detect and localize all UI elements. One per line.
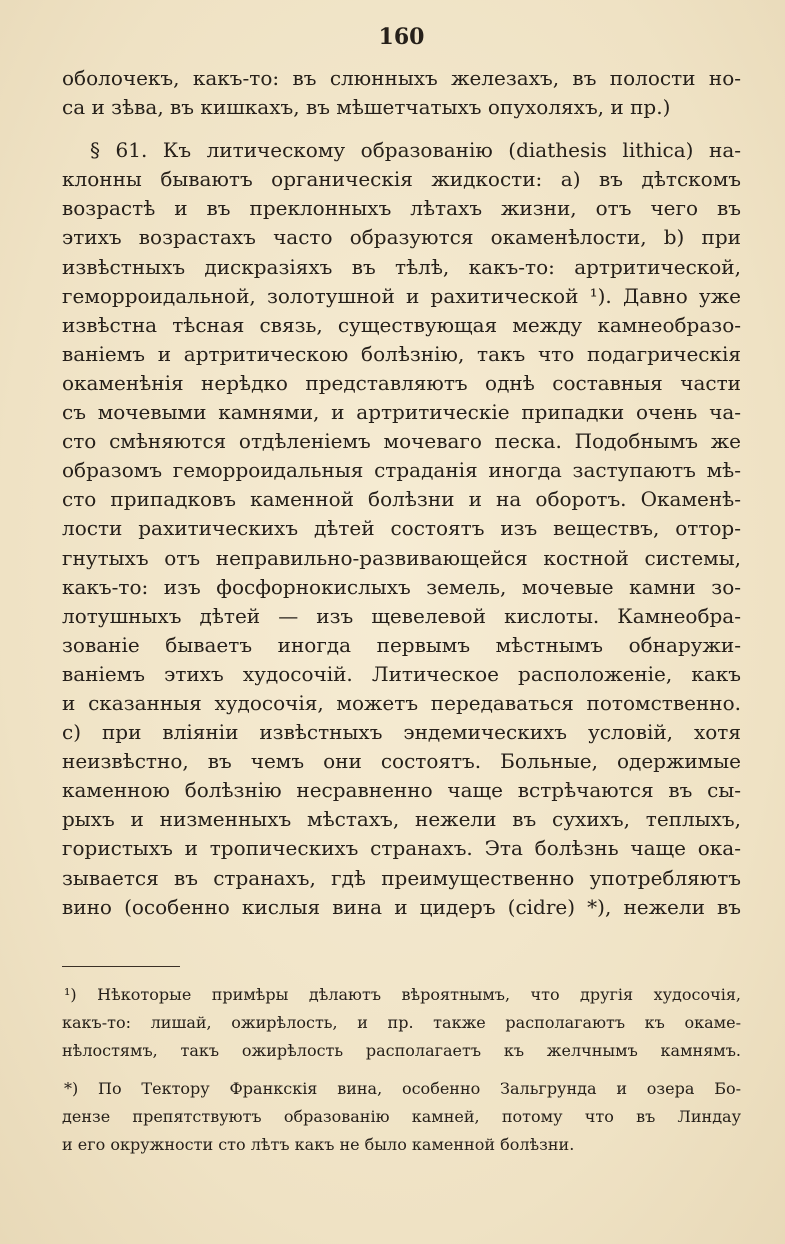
text-line: съ мочевыми камнями, и артритическіе припадки очень ча- xyxy=(62,400,741,425)
text-line: § 61. Къ литическому образованію (diathesis lithica) на- xyxy=(90,138,741,163)
text-line: рыхъ и низменныхъ мѣстахъ, нежели въ сухихъ, теплыхъ, xyxy=(62,807,741,832)
text-line: лотушныхъ дѣтей — изъ щевелевой кислоты. Камнеобра- xyxy=(62,603,741,628)
text-line: неизвѣстно, въ чемъ они состоятъ. Больные, одержимые xyxy=(62,749,741,774)
text-line: какъ-то: изъ фосфорнокислыхъ земель, мочевые камни зо- xyxy=(62,574,741,599)
text-line: зывается въ странахъ, гдѣ преимущественно употребляютъ xyxy=(62,865,741,890)
text-line: са и зѣва, въ кишкахъ, въ мѣшетчатыхъ опухоляхъ, и пр.) xyxy=(62,95,671,120)
text-line: клонны бываютъ органическія жидкости: a) въ дѣтскомъ xyxy=(62,167,741,192)
text-line: зованіе бываетъ иногда первымъ мѣстнымъ обнаружи- xyxy=(62,632,741,657)
text-line: сто смѣняются отдѣленіемъ мочеваго песка. Подобнымъ же xyxy=(62,429,741,454)
footnote-1 xyxy=(62,981,741,1065)
text-line: возрастѣ и въ преклонныхъ лѣтахъ жизни, отъ чего въ xyxy=(62,196,741,221)
text-line: окаменѣнія нерѣдко представляютъ однѣ составныя части xyxy=(62,370,741,395)
text-line: сто припадковъ каменной болѣзни и на оборотъ. Окаменѣ- xyxy=(62,487,741,512)
text-line: гористыхъ и тропическихъ странахъ. Эта болѣзнь чаще ока- xyxy=(62,836,741,861)
text-line: гнутыхъ отъ неправильно-развивающейся костной системы, xyxy=(62,545,741,570)
text-line: лости рахитическихъ дѣтей состоятъ изъ веществъ, оттор- xyxy=(62,516,741,541)
footnote-line: и его окружности сто лѣтъ какъ не было каменной болѣзни. xyxy=(62,1134,575,1154)
page-number: 160 xyxy=(378,24,425,50)
footnote-divider xyxy=(62,966,180,967)
text-line: вино (особенно кислыя вина и цидеръ (cidre) *), нежели въ xyxy=(62,894,741,919)
text-line: c) при вліяніи извѣстныхъ эндемическихъ условій, хотя xyxy=(62,720,741,745)
text-line: извѣстныхъ дискразіяхъ въ тѣлѣ, какъ-то: артритической, xyxy=(62,254,741,279)
footnote-line: *) По Тектору Франкскія вина, особенно Зальгрунда и озера Бо- xyxy=(64,1078,741,1098)
text-line: оболочекъ, какъ-то: въ слюнныхъ железахъ, въ полости но- xyxy=(62,66,741,90)
text-line: образомъ геморроидальныя страданія иногда заступаютъ мѣ- xyxy=(62,458,741,483)
main-paragraph xyxy=(62,136,741,922)
text-line: ваніемъ этихъ худосочій. Литическое расположеніе, какъ xyxy=(62,661,741,686)
text-line: извѣстна тѣсная связь, существующая между камнеобразо- xyxy=(62,312,741,337)
footnote-line: нѣлостямъ, такъ ожирѣлость располагаетъ къ желчнымъ камнямъ. xyxy=(62,1040,741,1060)
text-line: ваніемъ и артритическою болѣзнію, такъ что подагрическія xyxy=(62,341,741,366)
top-paragraph xyxy=(62,64,741,122)
footnote-2 xyxy=(62,1075,741,1159)
text-line: геморроидальной, золотушной и рахитической ¹). Давно уже xyxy=(62,283,741,308)
text-line: каменною болѣзнію несравненно чаще встрѣчаются въ сы- xyxy=(62,778,741,803)
text-line: этихъ возрастахъ часто образуются окаменѣлости, b) при xyxy=(62,225,741,250)
footnote-line: ¹) Нѣкоторые примѣры дѣлаютъ вѣроятнымъ, что другія худосочія, xyxy=(64,984,741,1004)
footnote-line: какъ-то: лишай, ожирѣлость, и пр. также располагаютъ къ окаме- xyxy=(62,1012,741,1032)
footnote-line: дензе препятствуютъ образованію камней, потому что въ Линдау xyxy=(62,1106,741,1126)
text-line: и сказанныя худосочія, можетъ передаваться потомственно. xyxy=(62,690,741,715)
